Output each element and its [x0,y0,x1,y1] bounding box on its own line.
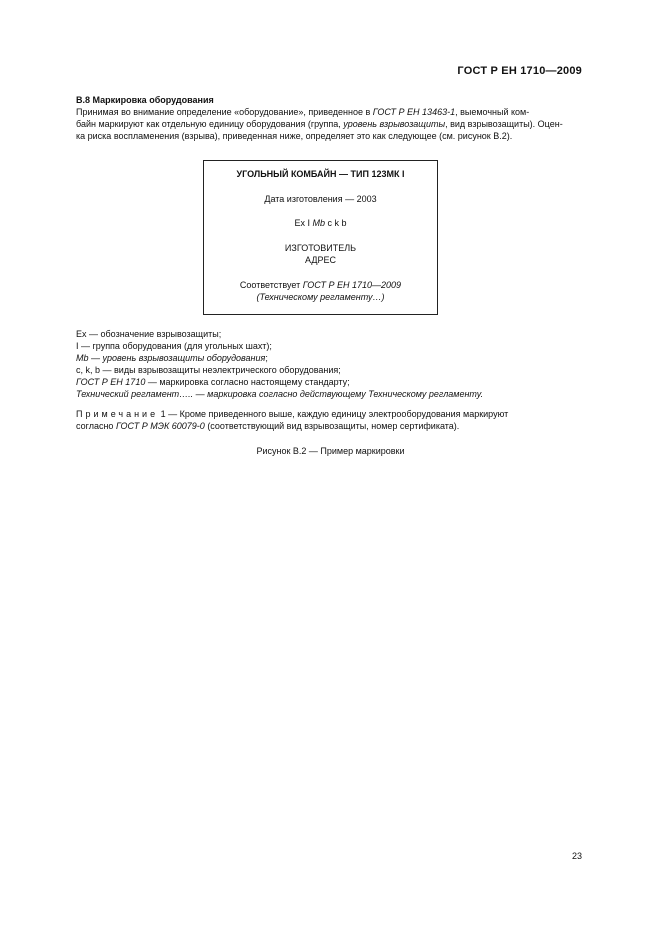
paragraph-text: , вид взрывозащиты). Оцен- [445,119,563,129]
section-b8 [76,94,582,142]
plate-title: УГОЛЬНЫЙ КОМБАЙН — ТИП 123МК I [236,169,405,179]
plate-manufacture-date: Дата изготовления — 2003 [264,194,377,204]
note-line-2 [76,420,582,432]
section-heading: В.8 Маркировка оборудования [76,95,214,105]
marking-protection-types: c k b [325,218,347,228]
legend-item [76,352,582,364]
plate-manufacturer: ИЗГОТОВИТЕЛЬ [284,243,357,253]
note-text: согласно [76,421,116,431]
plate-marking [204,217,437,229]
note-text: (соответствующий вид взрывозащиты, номер сертификата). [204,421,460,431]
figure-caption: Рисунок В.2 — Пример маркировки [256,446,405,456]
legend-item: Технический регламент….. — маркировка согласно действующему Техническому регламенту. [76,389,484,399]
legend-item: c, k, b — виды взрывозащиты неэлектрического оборудования; [76,365,341,375]
section-paragraph [76,106,582,142]
marking-ex-group: Ex I [294,218,313,228]
paragraph-line-3: ка риска воспламенения (взрыва), приведенная ниже, определяет это как следующее (см. рисунок В.2). [76,131,513,141]
note-label: Примечание [76,409,159,419]
legend-text: ; [265,353,268,363]
plate-address: АДРЕС [305,255,336,265]
legend-item: Ex — обозначение взрывозащиты; [76,329,222,339]
plate-regulation: (Техническому регламенту…) [256,292,385,302]
note-block [76,408,582,432]
paragraph-text: байн маркируют как отдельную единицу оборудования (группа, [76,119,344,129]
note-line-1 [76,408,582,420]
paragraph-line-2 [76,118,582,130]
document-id: ГОСТ Р ЕН 1710—2009 [457,65,582,77]
marking-protection-level: Mb [312,218,325,228]
note-standard-reference: ГОСТ Р МЭК 60079-0 [115,421,205,431]
conformity-standard: ГОСТ Р ЕН 1710—2009 [302,280,402,290]
legend-italic-text: Mb — уровень взрывозащиты оборудования [76,353,266,363]
italic-term: уровень взрывозащиты [343,119,446,129]
paragraph-line-1 [76,106,582,118]
page-number: 23 [571,851,582,861]
legend-item [76,376,582,388]
paragraph-text: , выемочный ком- [455,107,530,117]
legend-italic-text: ГОСТ Р ЕН 1710 [76,377,146,387]
conformity-text: Соответствует [239,280,303,290]
paragraph-text: Принимая во внимание определение «оборудование», приведенное в [76,107,373,117]
note-text: 1 — Кроме приведенного выше, каждую единицу электрооборудования маркируют [158,409,509,419]
plate-conformity [204,279,437,291]
legend-text: — маркировка согласно настоящему стандарту; [145,377,350,387]
standard-reference: ГОСТ Р ЕН 13463-1 [372,107,456,117]
marking-legend [76,328,582,400]
legend-item: I — группа оборудования (для угольных шахт); [76,341,272,351]
marking-plate [203,160,438,315]
